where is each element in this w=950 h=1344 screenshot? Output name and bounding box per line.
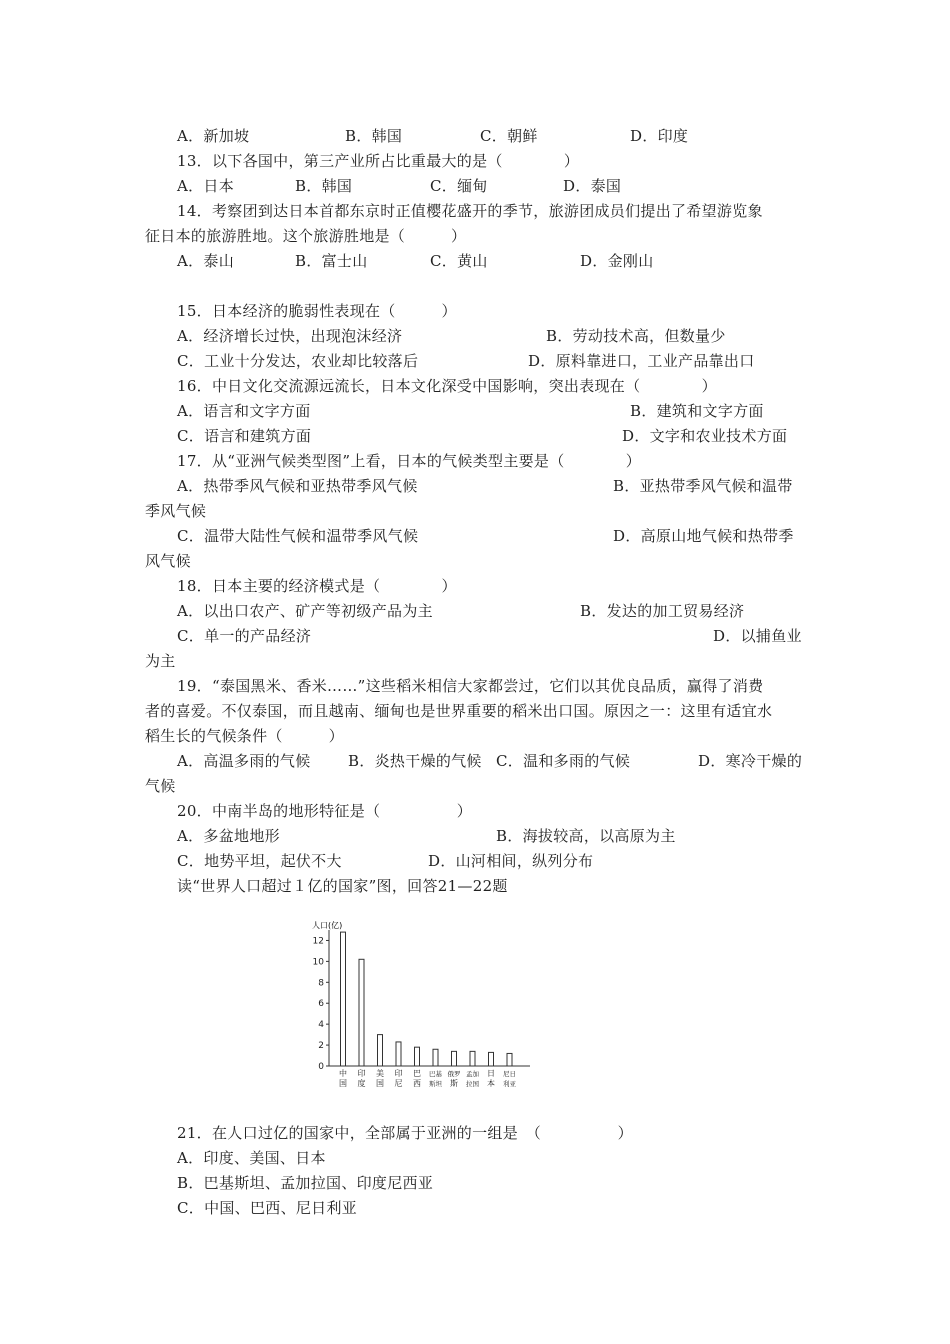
- q18-stem: 18．日本主要的经济模式是（ ）: [177, 577, 457, 595]
- q14-option-a: A．泰山: [177, 252, 235, 270]
- q18-option-d-line1: D．以捕鱼业: [713, 627, 802, 645]
- chart-bar-5: [415, 1047, 420, 1066]
- q16-option-b: B．建筑和文字方面: [630, 402, 764, 420]
- q14-option-b: B．富士山: [295, 252, 368, 270]
- q15-option-d: D．原料靠进口，工业产品靠出口: [528, 352, 755, 370]
- chart-bar-6: [433, 1049, 438, 1066]
- population-bar-chart: [300, 908, 540, 1088]
- q19-stem-line3: 稻生长的气候条件（ ）: [145, 727, 344, 745]
- q19-option-c: C．温和多雨的气候: [496, 752, 631, 770]
- q17-option-d-line1: D．高原山地气候和热带季: [613, 527, 794, 545]
- q15-option-a: A．经济增长过快，出现泡沫经济: [177, 327, 403, 345]
- chart-x-tick-label: 印: [394, 1069, 403, 1078]
- chart-x-tick-label: 本: [487, 1079, 495, 1088]
- chart-x-tick-label: 国: [339, 1079, 347, 1088]
- q16-option-a: A．语言和文字方面: [177, 402, 311, 420]
- chart-x-tick-label: 日: [487, 1069, 495, 1078]
- q20-option-a: A．多盆地地形: [177, 827, 280, 845]
- chart-bar-2: [359, 959, 364, 1066]
- q20-option-d: D．山河相间，纵列分布: [428, 852, 594, 870]
- chart-x-tick-label: 俄罗: [447, 1070, 461, 1078]
- q12-option-b: B．韩国: [345, 127, 403, 145]
- q14-option-d: D．金刚山: [580, 252, 654, 270]
- q21-option-c: C．中国、巴西、尼日利亚: [177, 1199, 358, 1217]
- chart-bar-1: [341, 932, 346, 1066]
- q17-stem: 17．从“亚洲气候类型图”上看，日本的气候类型主要是（ ）: [177, 452, 642, 470]
- q17-option-a: A．热带季风气候和亚热带季风气候: [177, 477, 418, 495]
- q14-stem-line1: 14．考察团到达日本首都东京时正值樱花盛开的季节，旅游团成员们提出了希望游览象: [177, 202, 763, 220]
- q16-stem: 16．中日文化交流源远流长，日本文化深受中国影响，突出表现在（ ）: [177, 377, 717, 395]
- q18-option-c: C．单一的产品经济: [177, 627, 312, 645]
- chart-x-tick-label: 中: [339, 1069, 347, 1078]
- q17-option-b-line1: B．亚热带季风气候和温带: [613, 477, 793, 495]
- chart-y-tick-label: 2: [318, 1041, 324, 1052]
- q13-option-b: B．韩国: [295, 177, 353, 195]
- q20-stem: 20．中南半岛的地形特征是（ ）: [177, 802, 473, 820]
- chart-x-tick-label: 尼: [394, 1079, 403, 1088]
- q15-stem: 15．日本经济的脆弱性表现在（ ）: [177, 302, 457, 320]
- chart-y-tick-label: 0: [318, 1062, 324, 1072]
- q15-option-c: C．工业十分发达，农业却比较落后: [177, 352, 419, 370]
- chart-x-tick-label: 孟加: [466, 1070, 479, 1078]
- q14-stem-line2: 征日本的旅游胜地。这个旅游胜地是（ ）: [145, 227, 467, 245]
- chart-read-prompt: 读“世界人口超过１亿的国家”图，回答21—22题: [177, 877, 508, 895]
- q18-option-b: B．发达的加工贸易经济: [580, 602, 745, 620]
- chart-x-tick-label: 拉国: [466, 1080, 479, 1088]
- q12-option-a: A．新加坡: [177, 127, 250, 145]
- q20-option-b: B．海拔较高，以高原为主: [496, 827, 676, 845]
- q15-option-b: B．劳动技术高，但数量少: [546, 327, 726, 345]
- chart-x-tick-label: 度: [357, 1079, 366, 1088]
- chart-y-tick-label: 10: [312, 957, 324, 968]
- chart-x-tick-label: 巴: [413, 1069, 421, 1078]
- q18-option-a: A．以出口农产、矿产等初级产品为主: [177, 602, 433, 620]
- chart-x-tick-label: 西: [413, 1079, 421, 1088]
- q21-stem: 21．在人口过亿的国家中，全部属于亚洲的一组是 （ ）: [177, 1124, 633, 1142]
- q13-option-a: A．日本: [177, 177, 235, 195]
- chart-x-tick-label: 利亚: [503, 1080, 516, 1088]
- chart-x-tick-label: 斯: [450, 1079, 458, 1088]
- chart-y-tick-label: 12: [312, 936, 324, 947]
- chart-y-axis-label: 人口(亿): [312, 921, 343, 930]
- chart-y-tick-label: 8: [318, 978, 324, 989]
- q12-option-d: D．印度: [630, 127, 689, 145]
- chart-x-tick-label: 巴基: [429, 1070, 442, 1078]
- q19-option-d-line1: D．寒冷干燥的: [698, 752, 803, 770]
- chart-bar-3: [378, 1035, 383, 1066]
- q19-option-d-line2: 气候: [145, 777, 176, 795]
- q13-option-d: D．泰国: [563, 177, 622, 195]
- chart-x-tick-label: 斯坦: [429, 1080, 442, 1088]
- chart-y-tick-label: 4: [318, 1020, 324, 1031]
- chart-bar-8: [470, 1051, 475, 1066]
- q13-stem: 13．以下各国中，第三产业所占比重最大的是（ ）: [177, 152, 580, 170]
- q21-option-b: B．巴基斯坦、孟加拉国、印度尼西亚: [177, 1174, 434, 1192]
- q19-stem-line2: 者的喜爱。不仅泰国，而且越南、缅甸也是世界重要的稻米出口国。原因之一：这里有适宜水: [145, 702, 773, 720]
- q16-option-d: D．文字和农业技术方面: [622, 427, 788, 445]
- q21-option-a: A．印度、美国、日本: [177, 1149, 326, 1167]
- q18-option-d-line2: 为主: [145, 652, 176, 670]
- q19-option-a: A．高温多雨的气候: [177, 752, 311, 770]
- q12-option-c: C．朝鲜: [480, 127, 538, 145]
- chart-bar-10: [507, 1053, 512, 1066]
- q17-option-b-line2: 季风气候: [145, 502, 207, 520]
- chart-x-tick-label: 美: [376, 1069, 384, 1078]
- chart-x-tick-label: 尼日: [503, 1070, 516, 1078]
- chart-y-tick-label: 6: [318, 999, 324, 1010]
- q19-stem-line1: 19．“泰国黑米、香米……”这些稻米相信大家都尝过，它们以其优良品质，赢得了消费: [177, 677, 764, 695]
- chart-bar-4: [396, 1042, 401, 1066]
- chart-x-tick-label: 国: [376, 1079, 384, 1088]
- q14-option-c: C．黄山: [430, 252, 488, 270]
- q19-option-b: B．炎热干燥的气候: [348, 752, 482, 770]
- q20-option-c: C．地势平坦，起伏不大: [177, 852, 342, 870]
- chart-bar-9: [489, 1052, 494, 1066]
- chart-x-tick-label: 印: [357, 1069, 366, 1078]
- chart-bar-7: [452, 1051, 457, 1066]
- q13-option-c: C．缅甸: [430, 177, 488, 195]
- q17-option-d-line2: 风气候: [145, 552, 191, 570]
- q16-option-c: C．语言和建筑方面: [177, 427, 312, 445]
- q17-option-c: C．温带大陆性气候和温带季风气候: [177, 527, 419, 545]
